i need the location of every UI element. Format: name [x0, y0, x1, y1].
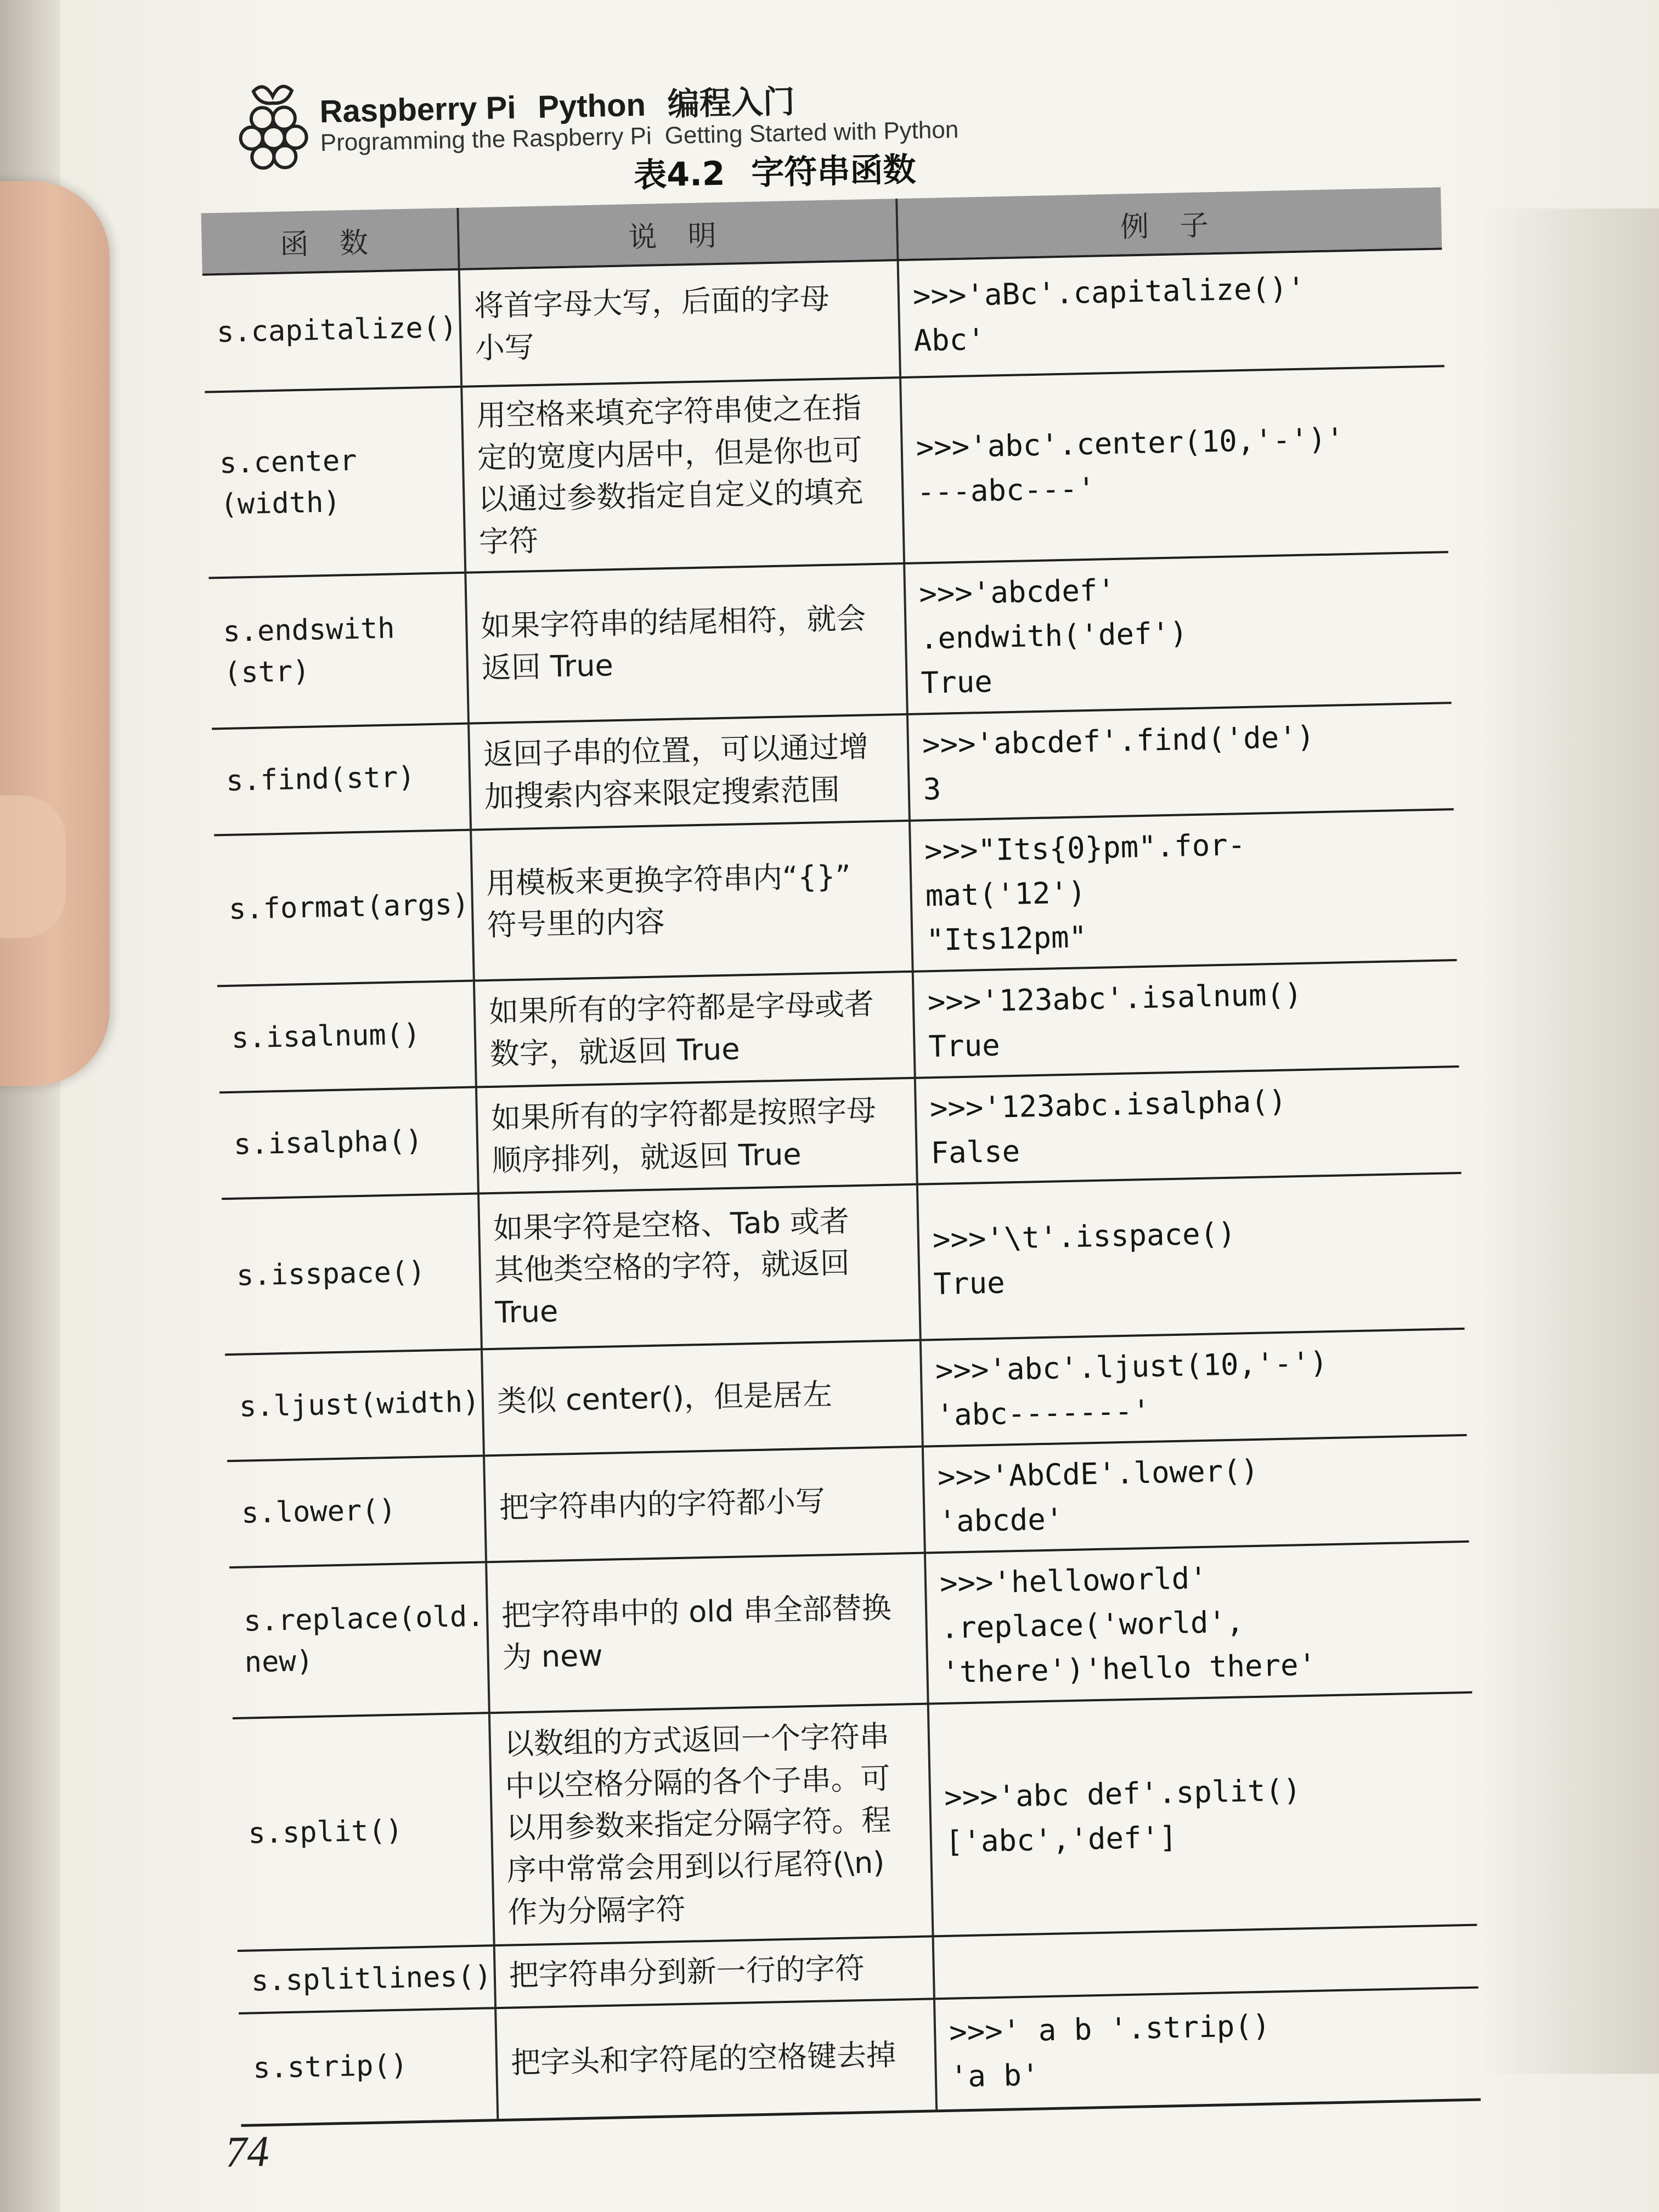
- function-name-cell: [229, 1563, 490, 1717]
- function-name-cell-text: s.center (width): [219, 444, 358, 522]
- function-name-cell: [214, 831, 475, 985]
- function-name-cell-text: s.ljust(width): [239, 1385, 480, 1424]
- function-name-cell: [219, 1088, 479, 1198]
- thumb-holding-page: [0, 181, 110, 1086]
- function-name-cell-text: s.capitalize(): [216, 311, 458, 349]
- table-title: 字符串函数: [751, 150, 917, 193]
- page-number: 74: [224, 2127, 270, 2177]
- example-cell: [909, 704, 1454, 820]
- header-example: 例 子: [898, 187, 1442, 259]
- table-row: [233, 1691, 1477, 1949]
- description-cell-text: 把字符串分到新一行的字符: [509, 1951, 865, 1993]
- description-cell-text: 把字头和字符尾的空格键去掉: [510, 2038, 896, 2080]
- example-cell-text: >>>'abcdef' .endwith('def') True: [918, 572, 1188, 701]
- description-cell: [470, 715, 911, 829]
- header-subtitle-b: Getting Started with Python: [664, 116, 959, 149]
- example-cell: [934, 1926, 1479, 1997]
- header-title-cn: 编程入门: [667, 83, 795, 122]
- thumbnail: [0, 795, 66, 938]
- example-cell-text: >>>'AbCdE'.lower() 'abcde': [937, 1453, 1259, 1539]
- description-cell: [483, 1341, 924, 1454]
- header-title-en: Raspberry Pi: [319, 89, 517, 130]
- function-name-cell: [222, 1194, 483, 1353]
- function-name-cell: [225, 1350, 485, 1460]
- description-cell: [496, 2000, 938, 2119]
- description-cell: [475, 972, 916, 1086]
- example-cell: [926, 1542, 1472, 1702]
- example-cell: [911, 810, 1457, 970]
- example-cell-text: >>>"Its{0}pm".for- mat('12') "Its12pm": [924, 827, 1246, 957]
- example-cell: [918, 1174, 1465, 1339]
- table-row: [222, 1172, 1464, 1353]
- table-body: [202, 247, 1481, 2126]
- table-row: [208, 551, 1451, 727]
- description-cell: [472, 822, 913, 980]
- function-name-cell-text: s.endswith (str): [222, 612, 396, 690]
- description-cell-text: 如果字符串的结尾相符，就会 返回 True: [480, 600, 866, 686]
- function-name-cell-text: s.lower(): [241, 1493, 397, 1530]
- example-cell: [905, 553, 1451, 713]
- table-number: 表4.2: [633, 154, 726, 195]
- description-cell-text: 用模板来更换字符串内“{}” 符号里的内容: [486, 858, 851, 943]
- description-cell: [460, 261, 901, 386]
- description-cell-text: 用空格来填充字符串使之在指 定的宽度内居中，但是你也可 以通过参数指定自定义的填充 字符: [476, 390, 864, 560]
- raspberry-logo-icon: [231, 79, 315, 174]
- example-cell: [901, 367, 1448, 562]
- description-cell: [495, 1937, 935, 2007]
- table-caption: [633, 143, 943, 196]
- description-cell: [477, 1079, 918, 1192]
- header-subtitle-a: Programming the Raspberry Pi: [320, 122, 652, 157]
- header-title-python: Python: [537, 87, 646, 125]
- example-cell: [935, 1988, 1481, 2109]
- description-cell-text: 如果所有的字符都是字母或者 数字，就返回 True: [488, 986, 874, 1071]
- description-cell: [462, 379, 905, 571]
- function-name-cell: [205, 388, 466, 577]
- function-name-cell-text: s.format(args): [228, 888, 470, 927]
- description-cell-text: 返回子串的位置，可以通过增 加搜索内容来限定搜索范围: [483, 729, 869, 814]
- description-cell: [479, 1185, 922, 1348]
- function-name-cell-text: s.find(str): [225, 760, 416, 798]
- example-cell-text: >>>'123abc'.isalnum() True: [927, 977, 1303, 1064]
- description-cell-text: 把字符串内的字符都小写: [499, 1483, 826, 1526]
- description-cell-text: 将首字母大写，后面的字母 小写: [473, 281, 830, 366]
- example-cell: [924, 1436, 1469, 1552]
- function-name-cell-text: s.isalnum(): [231, 1018, 421, 1055]
- example-cell-text: >>>'abc'.ljust(10,'-') 'abc-------': [935, 1345, 1328, 1432]
- function-name-cell-text: s.strip(): [252, 2049, 408, 2085]
- example-cell: [899, 250, 1444, 376]
- example-cell-text: >>>'helloworld' .replace('world', 'there')'hello there': [939, 1560, 1317, 1690]
- table-row: [205, 365, 1448, 577]
- example-cell: [922, 1330, 1467, 1446]
- function-name-cell: [233, 1714, 495, 1950]
- description-cell: [485, 1447, 926, 1561]
- function-name-cell: [212, 724, 472, 834]
- description-cell-text: 把字符串中的 old 串全部替换 为 new: [501, 1590, 892, 1675]
- function-name-cell-text: s.split(): [247, 1814, 403, 1850]
- description-cell-text: 如果所有的字符都是按照字母 顺序排列，就返回 True: [490, 1093, 877, 1178]
- header-description: 说 明: [459, 199, 899, 268]
- example-cell-text: >>>'abcdef'.find('de') 3: [922, 719, 1315, 807]
- table-row: [229, 1540, 1472, 1717]
- example-cell-text: >>>' a b '.strip() 'a b': [949, 2008, 1271, 2094]
- description-cell: [490, 1705, 934, 1944]
- function-name-cell-text: s.isspace(): [236, 1255, 426, 1293]
- example-cell: [916, 1068, 1462, 1183]
- function-name-cell-text: s.replace(old. new): [243, 1600, 485, 1679]
- string-functions-table: [201, 187, 1481, 2126]
- function-name-cell: [238, 1946, 496, 2012]
- description-cell: [487, 1554, 929, 1712]
- example-cell: [929, 1693, 1477, 1935]
- next-page-bleed-through: [1481, 208, 1659, 2074]
- function-name-cell-text: s.isalpha(): [233, 1124, 423, 1161]
- example-cell-text: >>>'123abc.isalpha() False: [929, 1084, 1287, 1170]
- table-row: [214, 808, 1457, 985]
- function-name-cell: [217, 981, 477, 1091]
- example-cell-text: >>>'aBc'.capitalize()' Abc': [912, 270, 1306, 358]
- function-name-cell: [208, 573, 470, 727]
- example-cell-text: >>>'abc def'.split() ['abc','def']: [944, 1773, 1301, 1859]
- example-cell-text: >>>'abc'.center(10,'-')' ---abc---': [916, 421, 1345, 510]
- description-cell-text: 以数组的方式返回一个字符串 中以空格分隔的各个子串。可 以用参数来指定分隔字符。程 序中常常会用到以行尾符(\n) 作为分隔字符: [504, 1719, 891, 1930]
- description-cell-text: 如果字符是空格、Tab 或者 其他类空格的字符，就返回 True: [493, 1204, 850, 1330]
- header-function: 函 数: [201, 208, 460, 274]
- page-content: [165, 17, 1504, 2177]
- function-name-cell: [227, 1457, 487, 1566]
- function-name-cell: [239, 2009, 499, 2124]
- description-cell: [466, 565, 908, 723]
- description-cell-text: 类似 center()，但是居左: [496, 1377, 833, 1419]
- function-name-cell: [202, 270, 462, 391]
- function-name-cell-text: s.splitlines(): [251, 1960, 492, 1998]
- example-cell-text: >>>'\t'.isspace() True: [932, 1216, 1237, 1301]
- example-cell: [914, 961, 1459, 1077]
